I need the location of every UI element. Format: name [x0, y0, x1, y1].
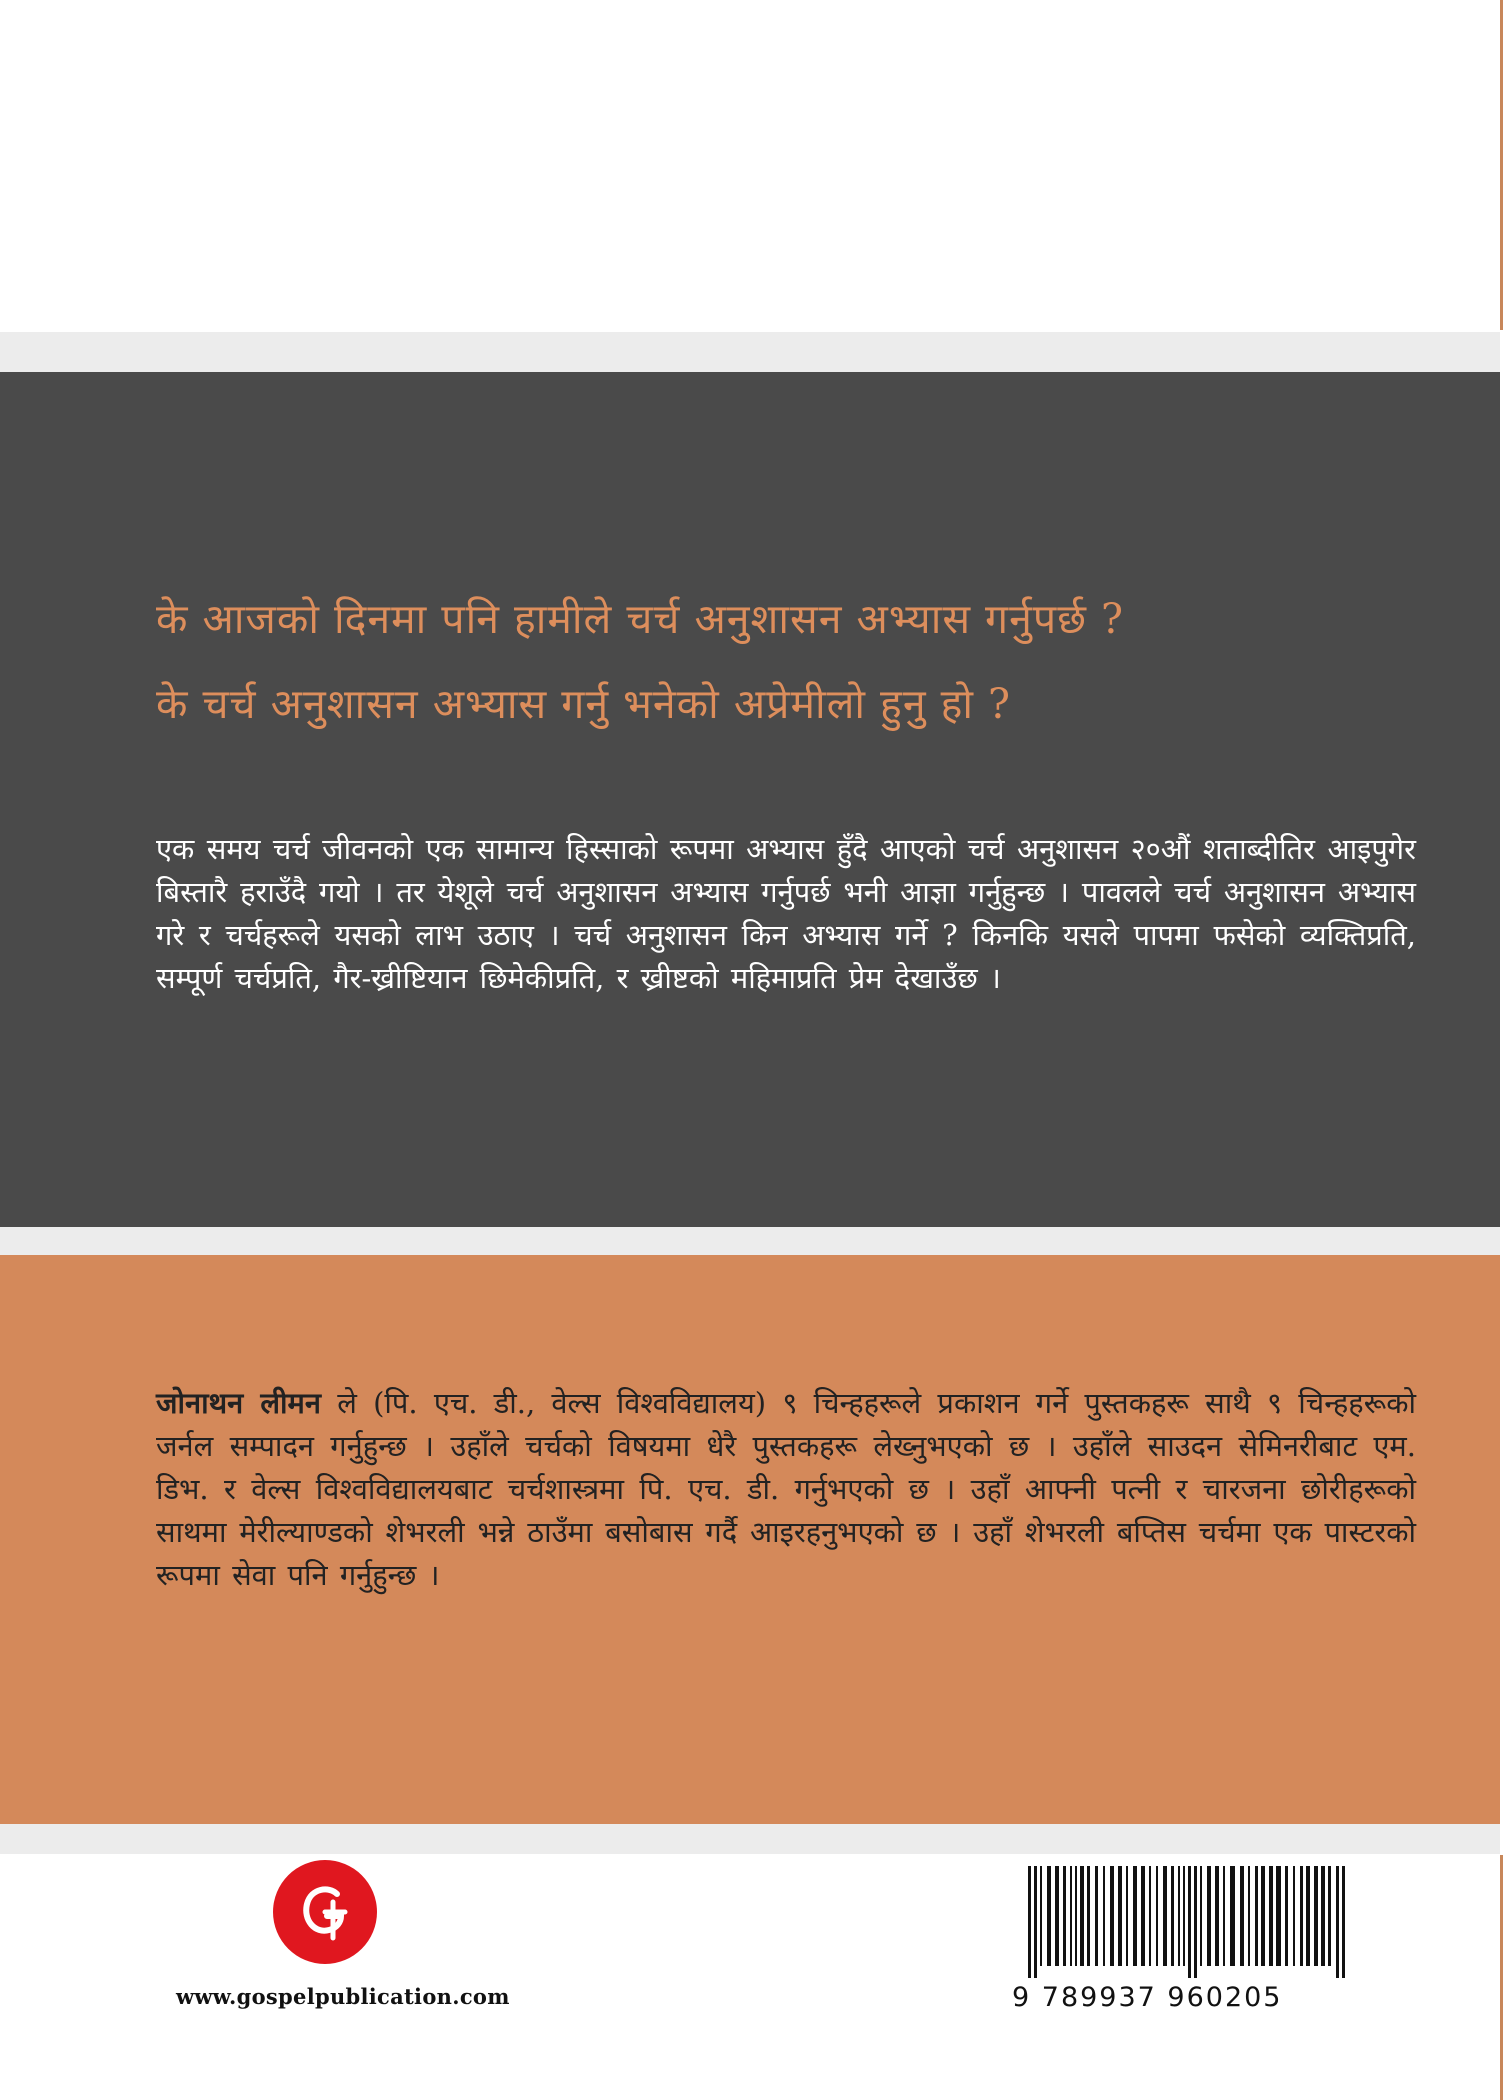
author-bio	[156, 1382, 1416, 1597]
barcode-bar	[1149, 1866, 1151, 1966]
barcode-bar	[1040, 1866, 1042, 1966]
publisher-website[interactable]: www.gospelpublication.com	[176, 1984, 510, 2009]
publisher-logo	[273, 1860, 377, 1964]
barcode-bar	[1047, 1866, 1051, 1966]
barcode-bar	[1178, 1866, 1180, 1966]
question-line-2: के चर्च अनुशासन अभ्यास गर्नु भनेको अप्रेमीलो हुनु हो ?	[156, 680, 1012, 728]
barcode-bar	[1183, 1866, 1185, 1966]
publisher-logo-icon	[285, 1872, 365, 1952]
barcode-bar	[1156, 1866, 1158, 1966]
barcode-bar	[1230, 1866, 1235, 1966]
separator-band-top	[0, 332, 1500, 372]
barcode-bar	[1133, 1866, 1137, 1966]
barcode-bar	[1028, 1866, 1031, 1978]
barcode-bar	[1300, 1866, 1303, 1966]
barcode-bar	[1215, 1866, 1219, 1966]
barcode-bar	[1103, 1866, 1105, 1966]
barcode-bar	[1141, 1866, 1145, 1966]
barcode-bar	[1255, 1866, 1258, 1966]
barcode-bar	[1095, 1866, 1098, 1966]
author-name: जोनाथन लीमन	[156, 1386, 321, 1420]
separator-band-middle	[0, 1227, 1500, 1255]
question-line-1: के आजको दिनमा पनि हामीले चर्च अनुशासन अभ्यास गर्नुपर्छ ?	[156, 595, 1124, 643]
barcode-bar	[1248, 1866, 1250, 1966]
barcode-bar	[1314, 1866, 1318, 1966]
barcode-bar	[1087, 1866, 1090, 1966]
barcode-bar	[1194, 1866, 1197, 1978]
barcode-bar	[1080, 1866, 1084, 1966]
barcode-bar	[1342, 1866, 1345, 1978]
barcode-bar	[1055, 1866, 1059, 1966]
blurb-paragraph: एक समय चर्च जीवनको एक सामान्य हिस्साको रूपमा अभ्यास हुँदै आएको चर्च अनुशासन २०औं शताब्दीतिर आइपुगेर बिस्तारै हराउँदै गयो । तर येशूले चर्च अनुशासन अभ्यास गर्नुपर्छ भनी आज्ञा गर्नुहुन्छ । पावलले चर्च अनुशासन अभ्यास गरे र चर्चहरूले यसको लाभ उठाए । चर्च अनुशासन किन अभ्यास गर्ने ? किनकि यसले पापमा फसेको व्यक्तिप्रति, सम्पूर्ण चर्चप्रति, गैर-ख्रीष्टियान छिमेकीप्रति, र ख्रीष्टको महिमाप्रति प्रेम देखाउँछ ।	[156, 832, 1416, 995]
barcode-bar	[1306, 1866, 1310, 1966]
barcode-bar	[1034, 1866, 1037, 1978]
separator-band-bottom	[0, 1824, 1500, 1854]
barcode-bar	[1126, 1866, 1128, 1966]
barcode-bar	[1261, 1866, 1265, 1966]
barcode-bar	[1200, 1866, 1202, 1966]
barcode-bar	[1276, 1866, 1281, 1966]
barcode-bar	[1285, 1866, 1288, 1966]
isbn-barcode	[1012, 1866, 1382, 2016]
dark-panel	[0, 372, 1500, 1227]
barcode-bar	[1070, 1866, 1072, 1966]
barcode-bar	[1075, 1866, 1077, 1966]
barcode-bar	[1110, 1866, 1114, 1966]
barcode-bar	[1223, 1866, 1225, 1966]
barcode-bar	[1207, 1866, 1211, 1966]
barcode-bar	[1240, 1866, 1244, 1966]
barcode-bar	[1163, 1866, 1167, 1966]
barcode-digits: 9 789937 960205	[1012, 1982, 1283, 2013]
author-bio-text: ले (पि. एच. डी., वेल्स विश्वविद्यालय) ९ चिन्हहरूले प्रकाशन गर्ने पुस्तकहरू साथै ९ चिन्हहरूको जर्नल सम्पादन गर्नुहुन्छ । उहाँले चर्चको विषयमा धेरै पुस्तकहरू लेख्नुभएको छ । उहाँले साउदन सेमिनरीबाट एम. डिभ. र वेल्स विश्वविद्यालयबाट चर्चशास्त्रमा पि. एच. डी. गर्नुभएको छ । उहाँ आफ्नी पत्नी र चारजना छोरीहरूको साथमा मेरील्याण्डको शेभरली भन्ने ठाउँमा बसोबास गर्दै आइरहनुभएको छ । उहाँ शेभरली बप्तिस चर्चमा एक पास्टरको रूपमा सेवा पनि गर्नुहुन्छ ।	[156, 1386, 1417, 1592]
barcode-bar	[1321, 1866, 1325, 1966]
barcode-bars	[1028, 1866, 1366, 1978]
barcode-bar	[1188, 1866, 1191, 1978]
barcode-bar	[1118, 1866, 1122, 1966]
barcode-bar	[1328, 1866, 1331, 1966]
barcode-bar	[1171, 1866, 1174, 1966]
barcode-bar	[1293, 1866, 1295, 1966]
barcode-bar	[1336, 1866, 1339, 1978]
barcode-bar	[1063, 1866, 1066, 1966]
barcode-bar	[1269, 1866, 1273, 1966]
